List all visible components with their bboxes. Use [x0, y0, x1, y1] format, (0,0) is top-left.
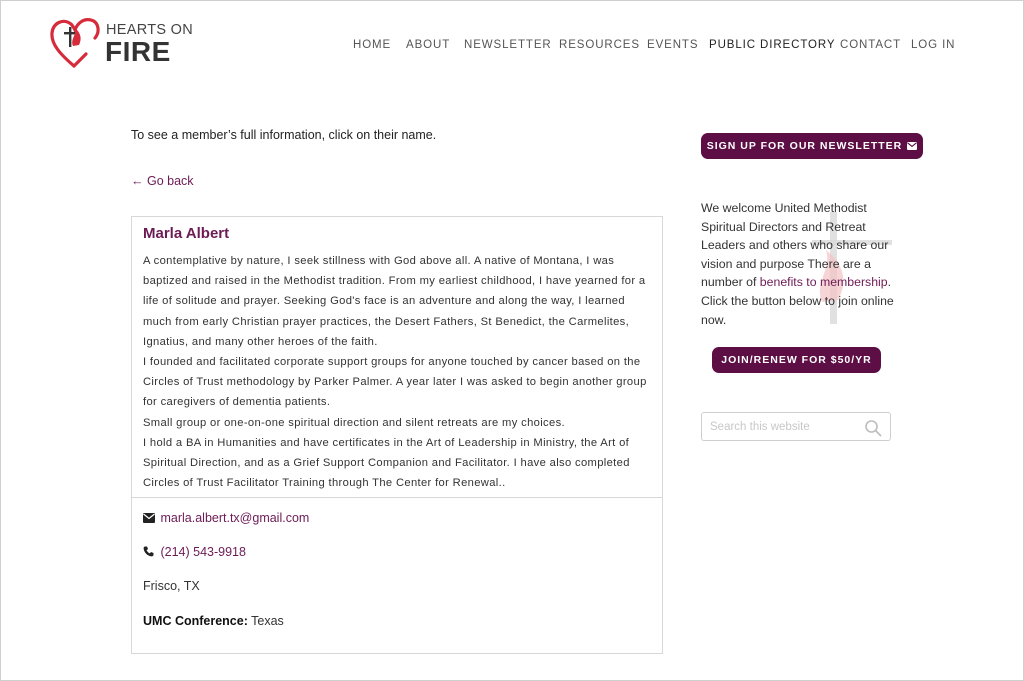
member-email-link[interactable]: marla.albert.tx@gmail.com [160, 511, 310, 525]
conference-value: Texas [251, 614, 284, 628]
nav-item-newsletter[interactable]: NEWSLETTER [464, 39, 552, 51]
member-phone-link[interactable]: (214) 543-9918 [160, 545, 246, 559]
member-bio [143, 251, 651, 493]
newsletter-button-label: SIGN UP FOR OUR NEWSLETTER [706, 140, 903, 152]
join-renew-button[interactable]: JOIN/RENEW FOR $50/YR [712, 347, 881, 373]
bio-paragraph: I founded and facilitated corporate support groups for anyone touched by cancer based on the Circles of Trust methodology by Parker Palmer. A year later I was asked to begin another group for caregivers of dementia patients. [143, 356, 647, 409]
welcome-text-outro: . Click the button below to join online now. [701, 275, 894, 327]
magnifier-icon[interactable] [864, 419, 882, 437]
phone-icon [143, 546, 155, 560]
member-card [131, 216, 663, 654]
search-input[interactable] [710, 419, 860, 435]
site-search-box [701, 412, 891, 441]
welcome-text [701, 199, 897, 329]
nav-item-about[interactable]: ABOUT [406, 39, 451, 51]
envelope-icon [907, 142, 917, 150]
nav-item-resources[interactable]: RESOURCES [559, 39, 640, 51]
nav-item-home[interactable]: HOME [353, 39, 392, 51]
bio-paragraph: A contemplative by nature, I seek stillness with God above all. A native of Montana, I was baptized and raised in the Methodist tradition. From my earliest childhood, I have yearned for a life of solitude and prayer. Seeking God's face is an adventure and along the way, I learned much from early Christian prayer practices, the Desert Fathers, St Benedict, the Carmelites, Ignatius, and many other heroes of the faith. [143, 255, 646, 348]
go-back-link[interactable]: ← Go back [131, 174, 194, 188]
main-nav [0, 39, 1024, 53]
nav-item-public-directory[interactable]: PUBLIC DIRECTORY [709, 39, 836, 51]
member-name[interactable]: Marla Albert [143, 225, 230, 242]
email-row [143, 511, 309, 526]
logo-text-hearts-on: HEARTS ON [106, 22, 194, 38]
welcome-text-intro: We welcome United Methodist Spiritual Directors and Retreat Leaders and others who share our vision and purpose There are a number of [701, 201, 889, 290]
conference-label: UMC Conference: [143, 614, 248, 628]
conference-row [143, 614, 284, 628]
nav-item-log-in[interactable]: LOG IN [911, 39, 956, 51]
bio-paragraph: I hold a BA in Humanities and have certificates in the Art of Leadership in Ministry, the Art of Spiritual Direction, and as a Grief Support Companion and Facilitator. I have also completed Circles of Trust Facilitator Training through The Center for Renewal.. [143, 436, 630, 490]
phone-row [143, 545, 246, 560]
member-location: Frisco, TX [143, 579, 200, 593]
intro-text: To see a member’s full information, click on their name. [131, 128, 437, 142]
card-divider [132, 497, 662, 498]
bio-paragraph: Small group or one-on-one spiritual direction and silent retreats are my choices. [143, 416, 565, 429]
nav-item-contact[interactable]: CONTACT [840, 39, 902, 51]
benefits-link[interactable]: benefits to membership [759, 275, 888, 290]
nav-item-events[interactable]: EVENTS [647, 39, 699, 51]
newsletter-signup-button[interactable] [701, 133, 923, 159]
envelope-icon [143, 512, 155, 526]
logo-text-fire: FIRE [105, 36, 171, 67]
